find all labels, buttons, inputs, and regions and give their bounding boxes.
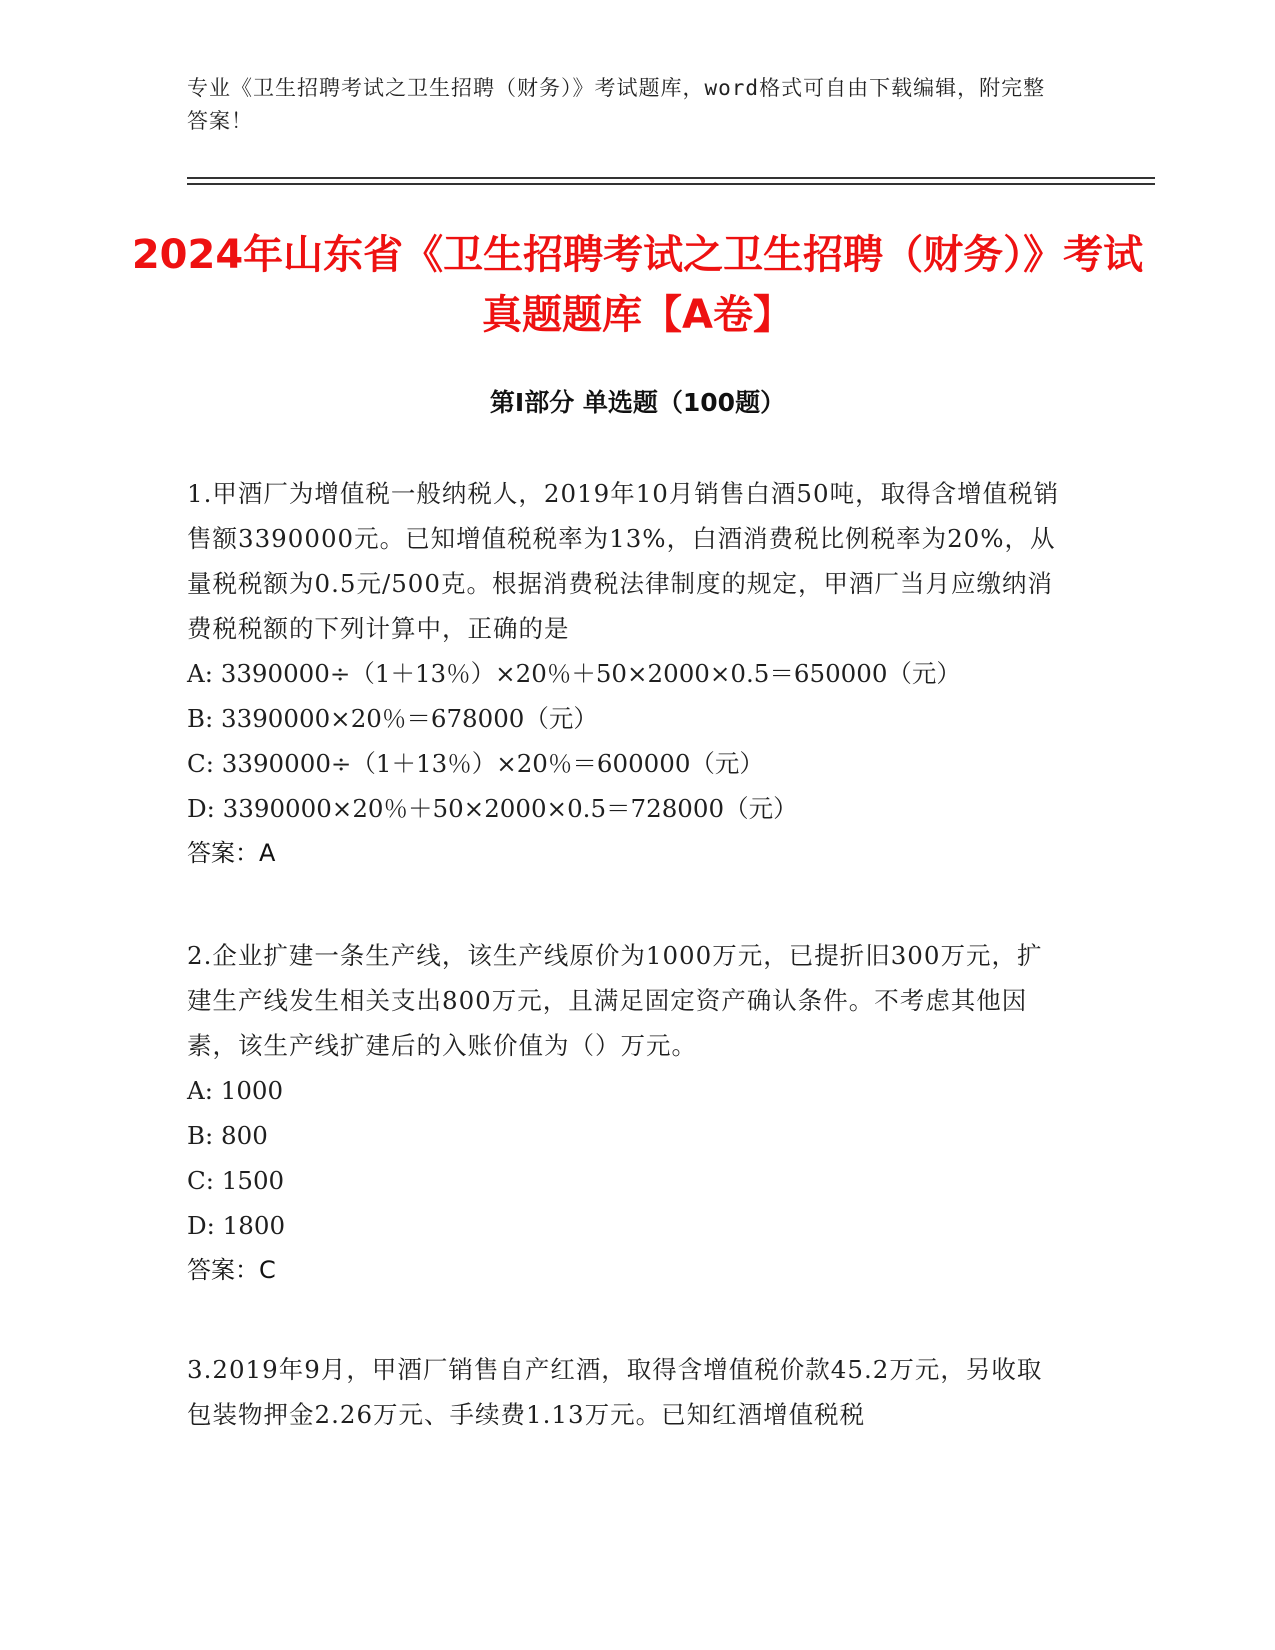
option-c: C: 3390000÷（1＋13％）×20％＝600000（元） — [187, 749, 764, 778]
header-divider — [187, 177, 1155, 179]
question-stem: 1.甲酒厂为增值税一般纳税人，2019年10月销售白酒50吨，取得含增值税销售额3390000元。已知增值税税率为13%，白酒消费税比例税率为20%，从量税税额为0.5元/500克。根据消费税法律制度的规定，甲酒厂当月应缴纳消费税税额的下列计算中，正确的是 — [187, 479, 1060, 643]
question-stem: 2.企业扩建一条生产线，该生产线原价为1000万元，已提折旧300万元，扩建生产线发生相关支出800万元，且满足固定资产确认条件。不考虑其他因素，该生产线扩建后的入账价值为（）万元。 — [187, 941, 1043, 1060]
header-divider-secondary — [187, 183, 1155, 185]
question-1 — [187, 471, 1067, 876]
document-title: 2024年山东省《卫生招聘考试之卫生招聘（财务）》考试真题题库【A卷】 — [131, 232, 1144, 338]
question-stem: 3.2019年9月，甲酒厂销售自产红酒，取得含增值税价款45.2万元，另收取包装物押金2.26万元、手续费1.13万元。已知红酒增值税税 — [187, 1355, 1043, 1429]
option-a: A: 3390000÷（1＋13％）×20％＋50×2000×0.5＝650000（元） — [187, 659, 961, 688]
answer: 答案：A — [187, 839, 276, 867]
option-b: B: 800 — [187, 1121, 268, 1150]
option-a: A: 1000 — [187, 1076, 284, 1105]
question-3 — [187, 1347, 1067, 1437]
option-b: B: 3390000×20％＝678000（元） — [187, 704, 598, 733]
answer: 答案：C — [187, 1256, 276, 1284]
question-2 — [187, 933, 1067, 1293]
option-c: C: 1500 — [187, 1166, 285, 1195]
section-heading: 第I部分 单选题（100题） — [489, 388, 786, 417]
header-note: 专业《卫生招聘考试之卫生招聘（财务）》考试题库，word格式可自由下载编辑，附完整答案！ — [187, 76, 1046, 133]
option-d: D: 1800 — [187, 1211, 286, 1240]
option-d: D: 3390000×20％＋50×2000×0.5＝728000（元） — [187, 794, 798, 823]
